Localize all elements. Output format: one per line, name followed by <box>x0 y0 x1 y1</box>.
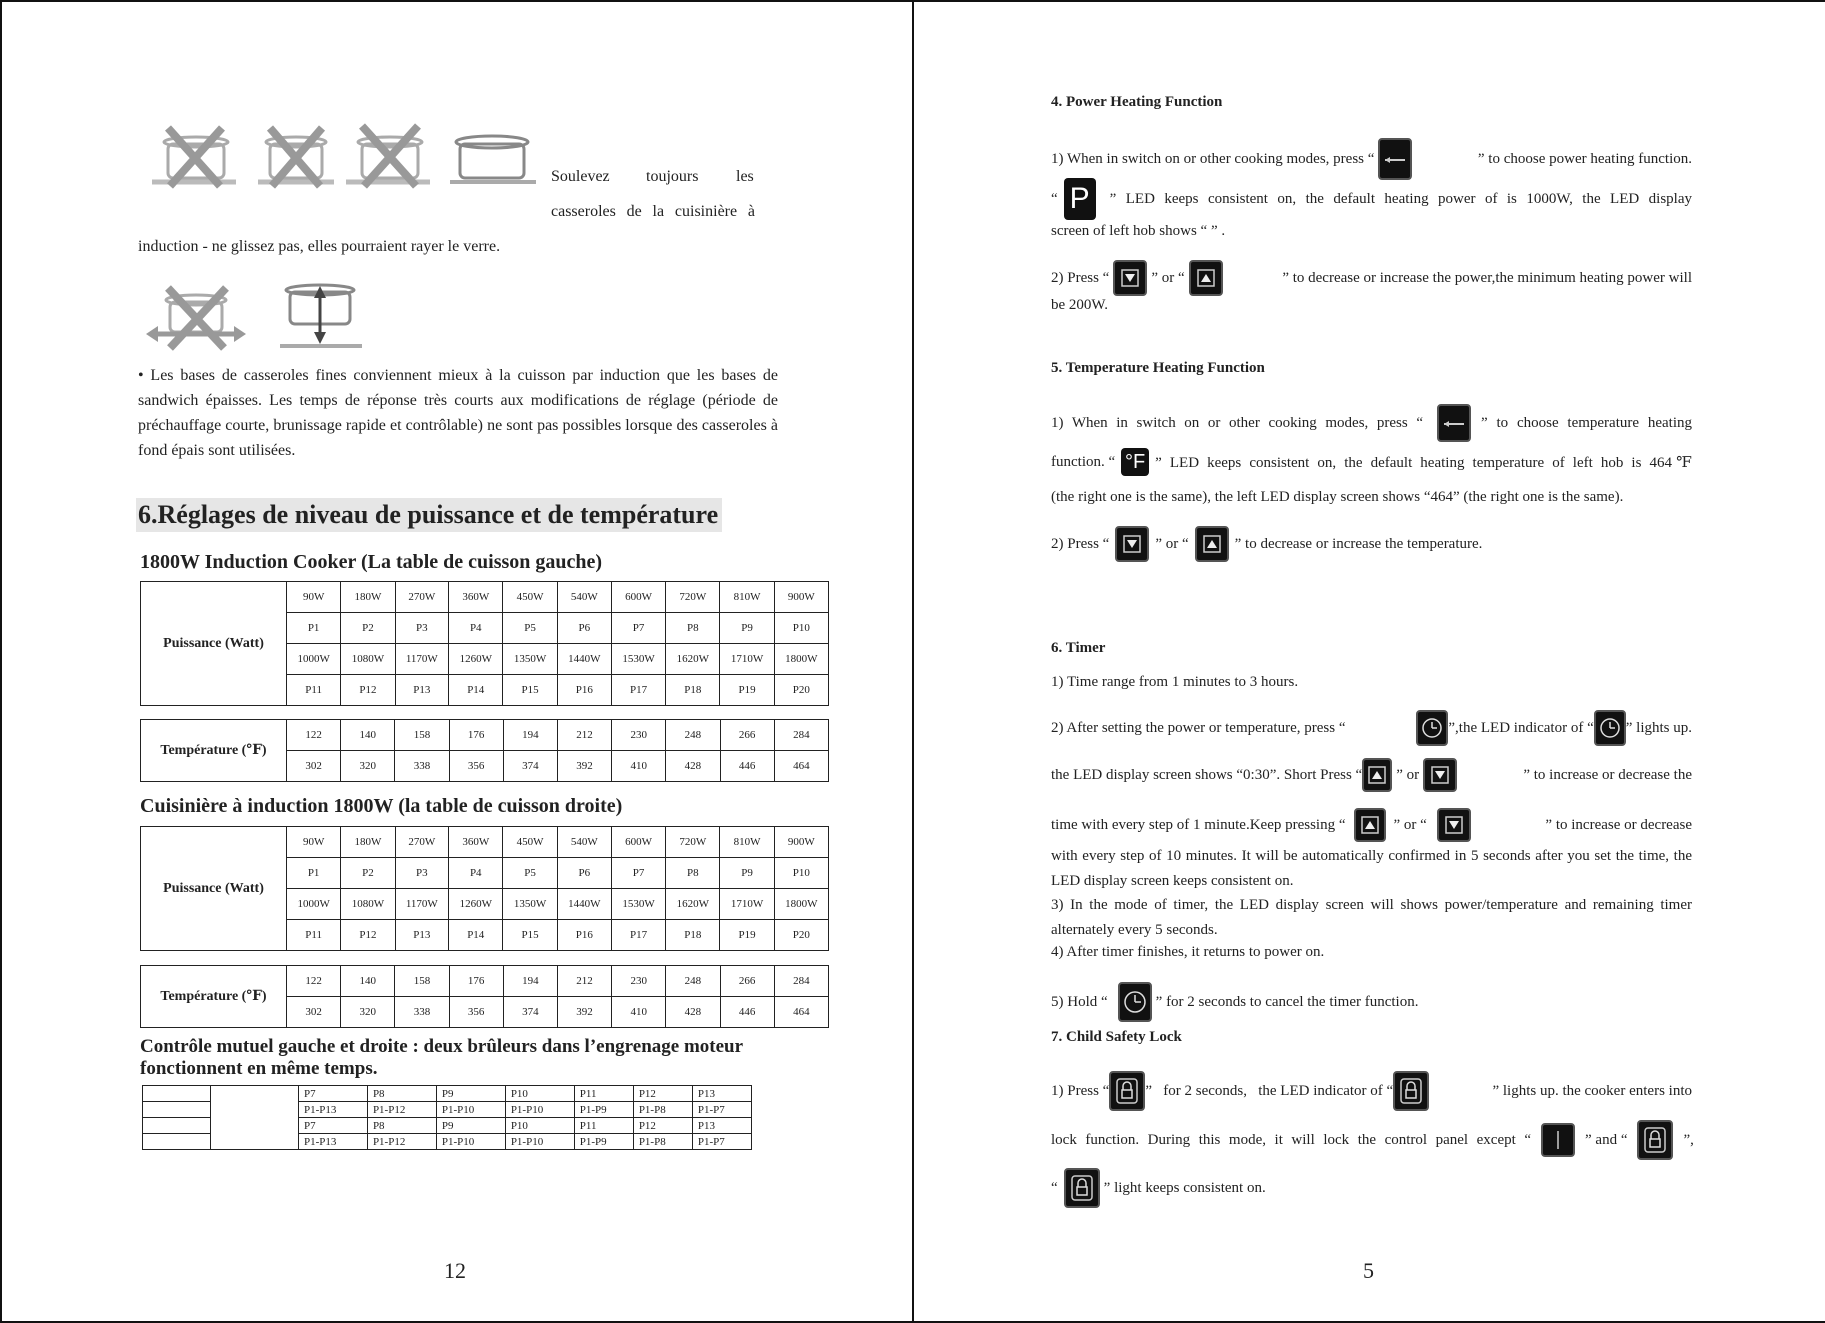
fahrenheit-indicator-icon: °F <box>1121 448 1149 476</box>
power-cell: 900W <box>774 582 828 613</box>
lock-icon <box>1637 1120 1673 1160</box>
s7-line1-b: ” for 2 seconds, the LED indicator of “ <box>1145 1082 1394 1099</box>
s7-line1-a: 1) Press “ <box>1051 1082 1110 1099</box>
s6-line8-b: ” for 2 seconds to cancel the timer function. <box>1155 993 1419 1010</box>
table2-title: Cuisinière à induction 1800W (la table de cuisson droite) <box>140 795 623 817</box>
s5-line4-a: 2) Press “ <box>1051 535 1110 552</box>
mutual-control-title: Contrôle mutuel gauche et droite : deux brûleurs dans l’engrenage moteur fonctionnent en même temps. <box>140 1036 743 1079</box>
power-cell: 540W <box>557 827 611 858</box>
temp-cell: 338 <box>395 997 449 1028</box>
power-cell: 90W <box>287 827 341 858</box>
power-cell: P11 <box>287 675 341 706</box>
temp-cell: 392 <box>557 751 611 782</box>
power-cell: 600W <box>611 582 665 613</box>
temp-cell: 266 <box>720 720 774 751</box>
temp-cell: 320 <box>341 997 395 1028</box>
s5-line1-b: ” to choose temperature heating <box>1481 414 1692 431</box>
section-6-title: 6. Timer <box>1051 640 1106 656</box>
temp-cell: 158 <box>395 966 449 997</box>
s5-line4-b: ” or “ <box>1155 535 1189 552</box>
up-arrow-icon <box>1362 758 1392 792</box>
down-arrow-icon <box>1113 260 1147 296</box>
mutual-cell: P12 <box>633 1086 692 1102</box>
temp-cell: 464 <box>774 751 828 782</box>
s7-line2-a: lock function. During this mode, it will lock the control panel except “ <box>1051 1131 1531 1148</box>
temp-cell: 446 <box>720 751 774 782</box>
power-cell: P16 <box>557 675 611 706</box>
temp-cell: 464 <box>774 997 828 1028</box>
power-cell: P12 <box>341 920 395 951</box>
timer-icon <box>1416 710 1448 746</box>
caption-lift-line3: induction - ne glissez pas, elles pourraient rayer le verre. <box>138 238 501 255</box>
power-cell: 1530W <box>611 889 665 920</box>
mutual-cell: P1-P12 <box>367 1134 436 1150</box>
section-title: 6.Réglages de niveau de puissance et de température <box>136 498 722 532</box>
s4-line4-a: 2) Press “ <box>1051 269 1110 286</box>
pot-lift-icon <box>276 278 366 350</box>
s5-line3: (the right one is the same), the left LED display screen shows “464” (the right one is the same). <box>1051 489 1624 505</box>
power-cell: 1260W <box>449 644 503 675</box>
temp-cell: 284 <box>774 720 828 751</box>
right-temp-table <box>140 965 829 1028</box>
mutual-cell: P1-P10 <box>436 1102 505 1118</box>
power-cell: 360W <box>449 582 503 613</box>
pot-crossed-icon <box>256 122 336 192</box>
temp-cell: 194 <box>503 720 557 751</box>
mutual-empty-cell <box>143 1118 211 1134</box>
mutual-cell: P12 <box>633 1118 692 1134</box>
power-cell: 90W <box>287 582 341 613</box>
s5-line2 <box>1051 448 1692 476</box>
power-cell: P2 <box>341 613 395 644</box>
power-cell: 1800W <box>774 889 828 920</box>
caption-lift-word3: les <box>736 168 754 185</box>
s6-line3-b: ” or <box>1396 766 1420 783</box>
power-label: Puissance (Watt) <box>141 827 287 951</box>
up-arrow-icon <box>1189 260 1223 296</box>
power-cell: P4 <box>449 613 503 644</box>
power-mode-icon <box>1378 138 1412 180</box>
temp-cell: 410 <box>612 997 666 1028</box>
mutual-row <box>143 1086 752 1102</box>
power-cell: P7 <box>611 613 665 644</box>
power-cell: P3 <box>395 858 449 889</box>
power-cell: 1620W <box>666 644 720 675</box>
down-arrow-icon <box>1423 758 1457 792</box>
power-cell: P13 <box>395 675 449 706</box>
temp-cell: 230 <box>612 966 666 997</box>
temp-row <box>141 966 829 997</box>
mutual-cell: P1-P7 <box>692 1102 751 1118</box>
power-cell: 1710W <box>720 644 774 675</box>
s6-line4-a: time with every step of 1 minute.Keep pressing “ <box>1051 816 1346 833</box>
s7-line2-b: ” and “ <box>1585 1131 1628 1148</box>
down-arrow-icon <box>1437 808 1471 842</box>
temp-cell: 356 <box>449 997 503 1028</box>
temp-cell: 140 <box>341 966 395 997</box>
temp-cell: 248 <box>666 966 720 997</box>
mutual-cell: P1-P7 <box>692 1134 751 1150</box>
s6-line3-c: ” to increase or decrease the <box>1523 766 1692 783</box>
power-cell: P5 <box>503 858 557 889</box>
temp-cell: 374 <box>503 751 557 782</box>
power-label: Puissance (Watt) <box>141 582 287 706</box>
mutual-cell: P10 <box>505 1086 574 1102</box>
s6-line6: 3) In the mode of timer, the LED display screen will shows power/temperature and remaining timer alternately every 5 seconds. <box>1051 897 1692 938</box>
temp-cell: 266 <box>720 966 774 997</box>
mutual-empty-cell <box>211 1086 299 1150</box>
pot-slide-crossed-icon <box>146 282 246 352</box>
s6-line2-c: ” lights up. <box>1625 719 1692 736</box>
power-cell: P14 <box>449 675 503 706</box>
power-cell: P5 <box>503 613 557 644</box>
s4-line4-b: ” or “ <box>1151 269 1185 286</box>
mutual-cell: P7 <box>299 1118 368 1134</box>
power-cell: P19 <box>720 920 774 951</box>
power-cell: 1260W <box>449 889 503 920</box>
s7-line3 <box>1051 1168 1692 1208</box>
power-cell: 180W <box>341 582 395 613</box>
section-4-title: 4. Power Heating Function <box>1051 94 1223 110</box>
s5-line1-a: 1) When in switch on or other cooking modes, press “ <box>1051 414 1423 431</box>
power-cell: P10 <box>774 613 828 644</box>
power-cell: 600W <box>611 827 665 858</box>
s4-line1-b: ” to choose power heating function. <box>1477 150 1692 167</box>
temp-cell: 428 <box>666 997 720 1028</box>
power-cell: 1440W <box>557 889 611 920</box>
mutual-empty-cell <box>143 1102 211 1118</box>
s7-line3-a: “ <box>1051 1179 1058 1196</box>
power-cell: 450W <box>503 582 557 613</box>
power-cell: P15 <box>503 920 557 951</box>
mutual-cell: P11 <box>574 1086 633 1102</box>
s7-line1 <box>1051 1071 1692 1111</box>
s7-line2-c: ”, <box>1683 1131 1694 1148</box>
s6-line8 <box>1051 982 1692 1022</box>
power-cell: P7 <box>611 858 665 889</box>
temp-cell: 410 <box>612 751 666 782</box>
power-cell: 270W <box>395 827 449 858</box>
up-arrow-icon <box>1195 526 1229 562</box>
temp-cell: 176 <box>449 966 503 997</box>
lock-icon <box>1064 1168 1100 1208</box>
temp-cell: 122 <box>287 966 341 997</box>
temperature-label: Température (℉) <box>141 966 287 1028</box>
power-cell: P20 <box>774 920 828 951</box>
s6-line3 <box>1051 758 1692 792</box>
cookware-paragraph: • Les bases de casseroles fines conviennent mieux à la cuisson par induction que les bases de sandwich épaisses. Les temps de réponse très courts aux modifications de réglage (période de préchauffage courte, brunissage rapide et contrôlable) ne sont pas possibles lorsque des casseroles à fond épais sont utilisées. <box>138 367 778 459</box>
right-power-table <box>140 826 829 951</box>
caption-lift-line2: casseroles de la cuisinière à <box>551 203 755 220</box>
power-cell: 1080W <box>341 889 395 920</box>
s5-line2-b: ” LED keeps consistent on, the default heating temperature of left hob is 464℉ <box>1155 454 1692 471</box>
power-cell: P4 <box>449 858 503 889</box>
mutual-cell: P9 <box>436 1118 505 1134</box>
power-cell: P19 <box>720 675 774 706</box>
temp-cell: 248 <box>666 720 720 751</box>
s6-line4-c: ” to increase or decrease <box>1545 816 1692 833</box>
power-cell: P17 <box>611 675 665 706</box>
left-temp-table <box>140 719 829 782</box>
power-cell: 810W <box>720 582 774 613</box>
mutual-cell: P8 <box>367 1086 436 1102</box>
temp-cell: 374 <box>503 997 557 1028</box>
s6-line1: 1) Time range from 1 minutes to 3 hours. <box>1051 674 1299 690</box>
s5-line4 <box>1051 526 1692 562</box>
power-cell: P14 <box>449 920 503 951</box>
mutual-cell: P1-P10 <box>505 1102 574 1118</box>
power-cell: P6 <box>557 858 611 889</box>
temp-cell: 320 <box>341 751 395 782</box>
s4-line1-a: 1) When in switch on or other cooking modes, press “ <box>1051 150 1375 167</box>
s4-line4 <box>1051 260 1692 296</box>
power-cell: 720W <box>666 827 720 858</box>
power-cell: 360W <box>449 827 503 858</box>
s6-line2-a: 2) After setting the power or temperature, press “ <box>1051 719 1346 736</box>
power-row <box>141 827 829 858</box>
temp-mode-icon <box>1437 404 1471 442</box>
power-cell: P9 <box>720 613 774 644</box>
temp-cell: 284 <box>774 966 828 997</box>
power-cell: P13 <box>395 920 449 951</box>
mutual-cell: P1-P9 <box>574 1102 633 1118</box>
s7-line1-c: ” lights up. the cooker enters into <box>1492 1082 1692 1099</box>
caption-lift-word2: toujours <box>646 168 699 185</box>
s5-line4-c: ” to decrease or increase the temperature. <box>1234 535 1483 552</box>
s6-line4 <box>1051 808 1692 842</box>
power-cell: 1350W <box>503 644 557 675</box>
s7-line3-b: ” light keeps consistent on. <box>1103 1179 1266 1196</box>
power-cell: 1170W <box>395 889 449 920</box>
power-cell: P10 <box>774 858 828 889</box>
power-cell: 1710W <box>720 889 774 920</box>
temp-cell: 428 <box>666 751 720 782</box>
temp-cell: 356 <box>449 751 503 782</box>
s4-line4-c: ” to decrease or increase the power,the minimum heating power will <box>1282 269 1692 286</box>
power-cell: P12 <box>341 675 395 706</box>
power-cell: P18 <box>666 920 720 951</box>
lock-icon <box>1109 1071 1145 1111</box>
power-cell: P8 <box>666 613 720 644</box>
s6-line2-b: ”,the LED indicator of “ <box>1448 719 1594 736</box>
power-cell: 1440W <box>557 644 611 675</box>
pot-crossed-icon <box>344 120 434 192</box>
s4-line3: screen of left hob shows “ ” . <box>1051 223 1226 239</box>
mutual-cell: P1-P13 <box>299 1134 368 1150</box>
caption-lift-word1: Soulevez <box>551 168 610 185</box>
power-cell: P17 <box>611 920 665 951</box>
power-cell: 720W <box>666 582 720 613</box>
temp-cell: 158 <box>395 720 449 751</box>
power-cell: P6 <box>557 613 611 644</box>
pot-icon <box>448 128 538 188</box>
s6-line4-b: ” or “ <box>1393 816 1427 833</box>
s4-line1 <box>1051 138 1692 180</box>
s4-line2-a: “ <box>1051 190 1058 207</box>
mutual-cell: P11 <box>574 1118 633 1134</box>
power-cell: 1000W <box>287 889 341 920</box>
p-indicator-icon: P <box>1064 178 1096 220</box>
temp-cell: 212 <box>557 966 611 997</box>
timer-icon <box>1594 710 1626 746</box>
temp-cell: 176 <box>449 720 503 751</box>
power-cell: 1000W <box>287 644 341 675</box>
s6-line7: 4) After timer finishes, it returns to power on. <box>1051 944 1325 960</box>
s6-line3-a: the LED display screen shows “0:30”. Short Press “ <box>1051 766 1363 783</box>
power-cell: P11 <box>287 920 341 951</box>
mutual-cell: P1-P9 <box>574 1134 633 1150</box>
power-cell: P9 <box>720 858 774 889</box>
power-cell: 180W <box>341 827 395 858</box>
power-row <box>141 582 829 613</box>
right-page-number: 5 <box>1363 1258 1374 1283</box>
pot-crossed-icon <box>150 122 240 192</box>
temperature-label: Température (℉) <box>141 720 287 782</box>
power-cell: P1 <box>287 858 341 889</box>
power-cell: P18 <box>666 675 720 706</box>
mutual-cell: P1-P8 <box>633 1102 692 1118</box>
power-cell: P8 <box>666 858 720 889</box>
temp-cell: 212 <box>557 720 611 751</box>
section-5-title: 5. Temperature Heating Function <box>1051 360 1265 376</box>
power-cell: P16 <box>557 920 611 951</box>
mutual-cell: P13 <box>692 1086 751 1102</box>
s5-line1 <box>1051 404 1692 442</box>
mutual-cell: P10 <box>505 1118 574 1134</box>
power-cell: 1530W <box>611 644 665 675</box>
table1-title: 1800W Induction Cooker (La table de cuisson gauche) <box>140 551 603 573</box>
mutual-cell: P1-P12 <box>367 1102 436 1118</box>
mutual-cell: P13 <box>692 1118 751 1134</box>
s4-line2-b: ” LED keeps consistent on, the default heating power of is 1000W, the LED display <box>1109 190 1692 207</box>
s4-line5: be 200W. <box>1051 297 1108 313</box>
temp-cell: 230 <box>612 720 666 751</box>
mutual-cell: P8 <box>367 1118 436 1134</box>
mutual-empty-cell <box>143 1134 211 1150</box>
power-cell: P20 <box>774 675 828 706</box>
temp-cell: 140 <box>341 720 395 751</box>
mutual-cell: P1-P13 <box>299 1102 368 1118</box>
s6-line5: with every step of 10 minutes. It will be automatically confirmed in 5 seconds after you set the time, the LED display screen keeps consistent on. <box>1051 848 1692 889</box>
section-7-title: 7. Child Safety Lock <box>1051 1029 1182 1045</box>
power-cell: 1620W <box>666 889 720 920</box>
mutual-empty-cell <box>143 1086 211 1102</box>
s6-line8-a: 5) Hold “ <box>1051 993 1108 1010</box>
temp-cell: 446 <box>720 997 774 1028</box>
mutual-cell: P1-P10 <box>436 1134 505 1150</box>
left-page-number: 12 <box>444 1258 466 1283</box>
temp-cell: 302 <box>287 751 341 782</box>
power-cell: P1 <box>287 613 341 644</box>
power-cell: 450W <box>503 827 557 858</box>
temp-cell: 392 <box>557 997 611 1028</box>
power-cell: 810W <box>720 827 774 858</box>
s5-line2-a: function. “ <box>1051 453 1116 470</box>
mutual-cell: P1-P10 <box>505 1134 574 1150</box>
lock-icon <box>1393 1071 1429 1111</box>
temp-cell: 302 <box>287 997 341 1028</box>
s4-line2 <box>1051 178 1692 220</box>
mutual-cell: P7 <box>299 1086 368 1102</box>
left-power-table <box>140 581 829 706</box>
power-cell: 1800W <box>774 644 828 675</box>
power-cell: P3 <box>395 613 449 644</box>
down-arrow-icon <box>1115 526 1149 562</box>
mutual-cell: P1-P8 <box>633 1134 692 1150</box>
s6-line2 <box>1051 710 1692 746</box>
mutual-cell: P9 <box>436 1086 505 1102</box>
power-cell: 270W <box>395 582 449 613</box>
s7-line2 <box>1051 1120 1692 1160</box>
temp-row <box>141 720 829 751</box>
temp-cell: 338 <box>395 751 449 782</box>
up-arrow-icon <box>1354 808 1386 842</box>
temp-cell: 122 <box>287 720 341 751</box>
power-switch-icon <box>1541 1123 1575 1157</box>
power-cell: 1170W <box>395 644 449 675</box>
temp-cell: 194 <box>503 966 557 997</box>
mutual-control-table <box>142 1085 752 1150</box>
power-cell: P15 <box>503 675 557 706</box>
timer-icon <box>1118 982 1152 1022</box>
power-cell: 900W <box>774 827 828 858</box>
power-cell: 540W <box>557 582 611 613</box>
power-cell: 1080W <box>341 644 395 675</box>
power-cell: P2 <box>341 858 395 889</box>
power-cell: 1350W <box>503 889 557 920</box>
